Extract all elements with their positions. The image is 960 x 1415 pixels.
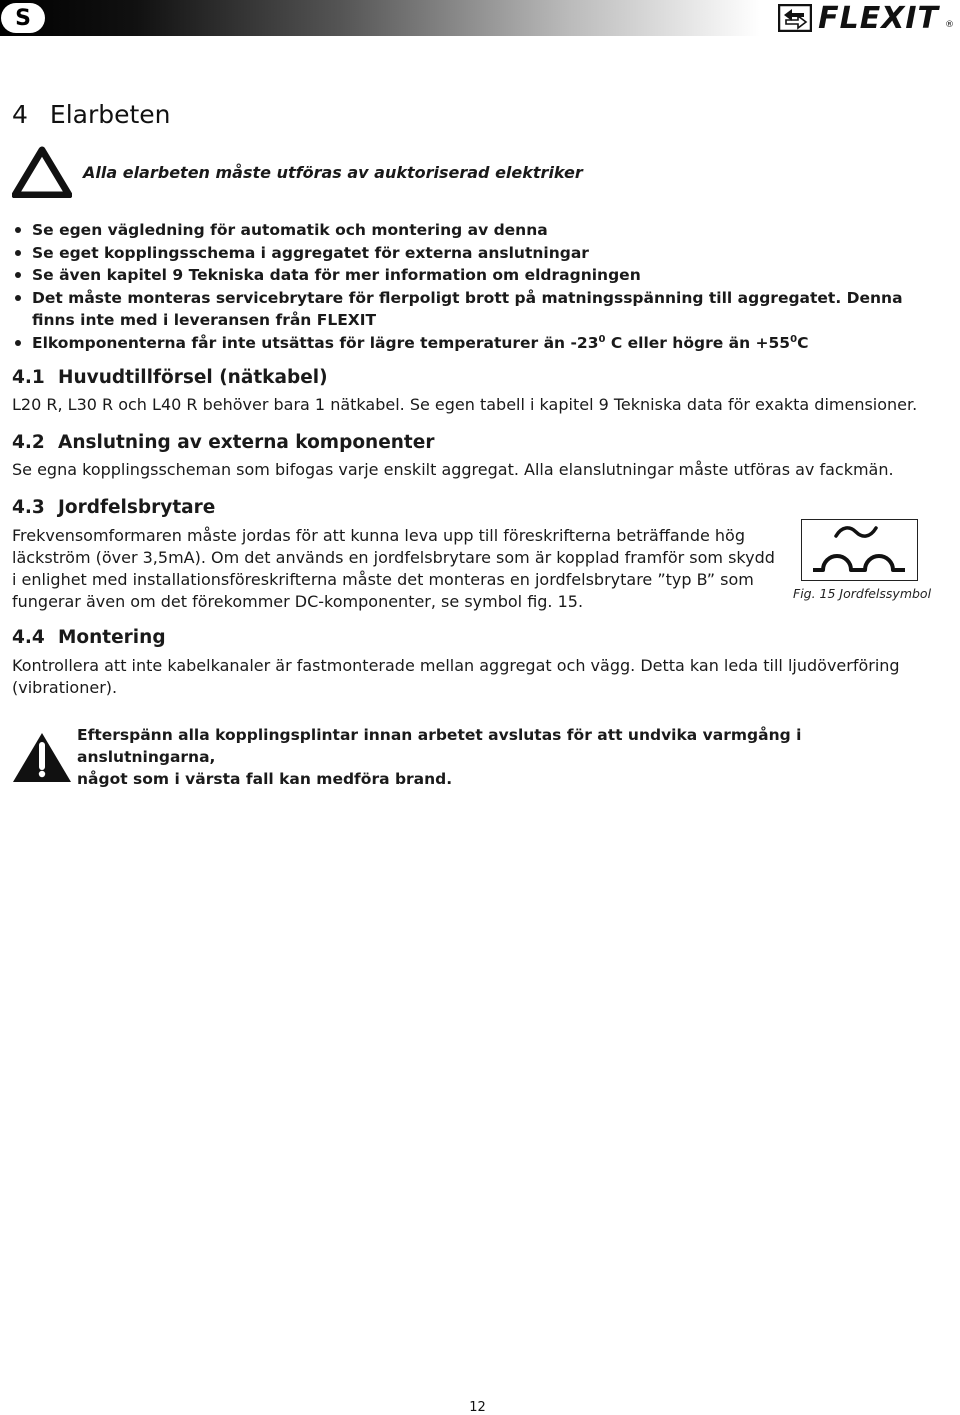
list-item	[12, 332, 942, 355]
degree-sup-2: 0	[790, 333, 798, 345]
chapter-heading	[12, 100, 171, 129]
section-heading-4-3	[12, 497, 215, 518]
list-item: Se egen vägledning för automatik och montering av denna	[12, 219, 942, 242]
temperature-text-3: C	[797, 333, 809, 352]
page-number: 12	[469, 1400, 486, 1415]
temperature-text-2: C eller högre än +55	[605, 333, 791, 352]
brand-registered-mark: ®	[945, 20, 954, 30]
warning-line: något som i värsta fall kan medföra brand.	[77, 770, 453, 788]
list-item: Se eget kopplingsschema i aggregatet för externa anslutningar	[12, 242, 942, 265]
rcd-type-b-symbol-icon	[802, 520, 917, 580]
warning-line: Efterspänn alla kopplingsplintar innan arbetet avslutas för att undvika varmgång i anslutningarna,	[77, 726, 802, 766]
section-body-4-2: Se egna kopplingsscheman som bifogas varje enskilt aggregat. Alla elanslutningar måste utföras av fackmän.	[12, 460, 894, 479]
section-number: 4.4	[12, 627, 45, 648]
header-gradient-bar	[0, 0, 760, 36]
flexit-arrow-logo-icon	[778, 4, 812, 32]
requirements-list	[12, 219, 942, 354]
section-number: 4.3	[12, 497, 45, 518]
top-warning-text: Alla elarbeten måste utföras av auktoriserad elektriker	[83, 162, 583, 182]
paragraph-line: fungerar även om det förekommer DC-komponenter, se symbol fig. 15.	[12, 592, 584, 611]
paragraph-line: i enlighet med installationsföreskrifterna måste det monteras en jordfelsbrytare ”typ B” som	[12, 570, 754, 589]
exclamation-triangle-icon	[12, 731, 72, 783]
section-number: 4.1	[12, 367, 45, 388]
section-title: Anslutning av externa komponenter	[58, 432, 435, 453]
degree-sup-1: 0	[598, 333, 606, 345]
language-badge-label: S	[1, 3, 45, 33]
temperature-text-1: Elkomponenterna får inte utsättas för lägre temperaturer än -23	[32, 333, 599, 352]
section-heading-4-2	[12, 432, 434, 453]
section-title: Montering	[58, 627, 166, 648]
paragraph-line: läckström (över 3,5mA). Om det används en jordfelsbrytare som är kopplad framför som skydd	[12, 548, 775, 567]
section-title: Jordfelsbrytare	[58, 497, 216, 518]
brand-logo	[778, 2, 954, 34]
paragraph-line: Kontrollera att inte kabelkanaler är fastmonterade mellan aggregat och vägg. Detta kan leda till ljudöverföring	[12, 656, 900, 675]
bottom-warning-text	[77, 724, 942, 790]
chapter-title: Elarbeten	[49, 100, 171, 129]
list-item: Det måste monteras servicebrytare för flerpoligt brott på matningsspänning till aggregatet. Denna finns inte med i leveransen från FLEXIT	[12, 287, 942, 332]
section-body-4-3	[12, 525, 782, 613]
section-title: Huvudtillförsel (nätkabel)	[58, 367, 328, 388]
paragraph-line: (vibrationer).	[12, 678, 118, 697]
figure-caption: Fig. 15 Jordfelssymbol	[793, 586, 932, 601]
warning-triangle-icon	[12, 146, 72, 198]
section-body-4-1: L20 R, L30 R och L40 R behöver bara 1 nätkabel. Se egen tabell i kapitel 9 Tekniska data för exakta dimensioner.	[12, 395, 918, 414]
paragraph-line: Frekvensomformaren måste jordas för att kunna leva upp till föreskrifterna beträffande hög	[12, 526, 745, 545]
section-body-4-4	[12, 655, 942, 699]
list-item: Se även kapitel 9 Tekniska data för mer information om eldragningen	[12, 264, 942, 287]
brand-name: FLEXIT	[818, 0, 939, 36]
bottom-warning	[12, 724, 942, 790]
section-heading-4-1	[12, 367, 328, 388]
rcd-type-b-symbol-figure	[801, 519, 918, 581]
section-heading-4-4	[12, 627, 166, 648]
language-badge	[0, 0, 46, 36]
top-warning	[12, 146, 583, 198]
chapter-number: 4	[12, 100, 28, 129]
section-number: 4.2	[12, 432, 45, 453]
